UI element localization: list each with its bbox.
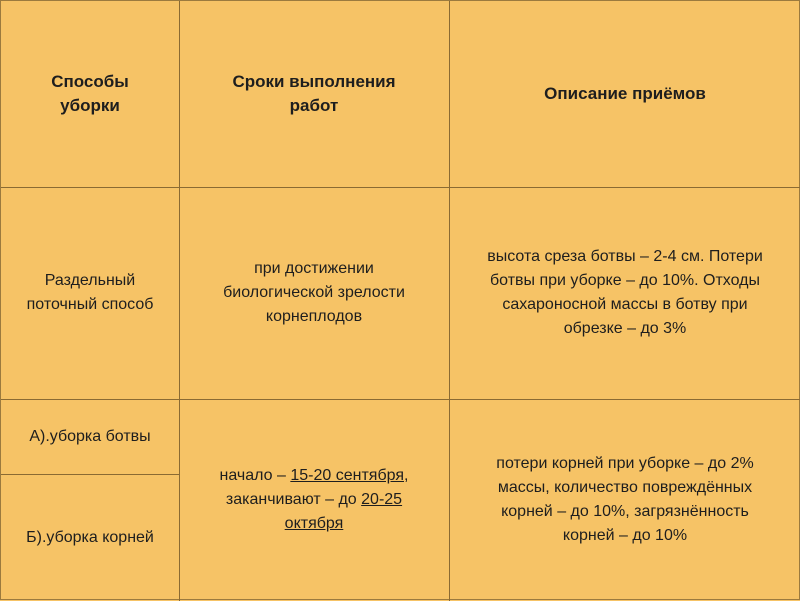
date-link-october[interactable]: 20-25 октября bbox=[284, 491, 403, 532]
header-technique-description: Описание приёмов bbox=[544, 84, 706, 103]
timing-mid: , заканчивают – до bbox=[225, 467, 409, 508]
header-harvest-methods: Способы уборки bbox=[51, 72, 129, 115]
row2-timing-text bbox=[220, 464, 409, 536]
row1-timing: при достижении биологической зрелости корнеплодов bbox=[223, 260, 405, 325]
header-work-timing: Сроки выполнения работ bbox=[232, 72, 396, 115]
row2-method-a: А).уборка ботвы bbox=[29, 427, 151, 445]
row2-method-b: Б).уборка корней bbox=[26, 528, 154, 546]
row2-timing bbox=[179, 399, 449, 601]
date-link-september[interactable]: 15-20 сентября bbox=[290, 467, 404, 484]
row1-description: высота среза ботвы – 2-4 см. Потери ботвы при уборке – до 10%. Отходы сахароносной массы в ботву при обрезке – до 3% bbox=[487, 248, 763, 337]
row2-description: потери корней при уборке – до 2% массы, количество повреждённых корней – до 10%, загрязнённость корней – до 10% bbox=[496, 455, 754, 544]
row1-method: Раздельный поточный способ bbox=[26, 272, 154, 313]
timing-prefix: начало – bbox=[219, 467, 291, 484]
